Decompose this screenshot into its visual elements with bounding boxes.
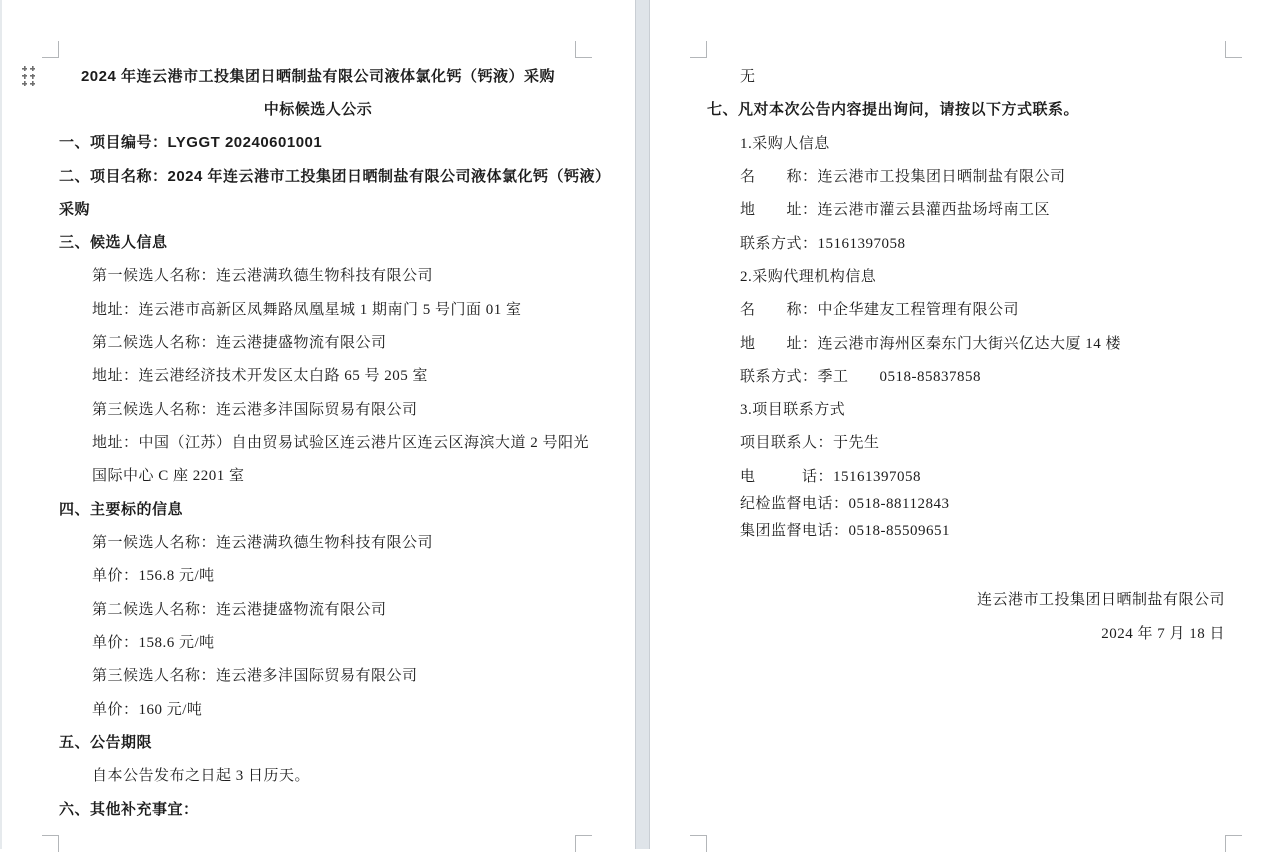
section-heading: 采购 <box>59 201 91 218</box>
text-line: 单价：158.6 元/吨 <box>92 635 215 651</box>
text-line: 第二候选人名称：连云港捷盛物流有限公司 <box>92 335 387 351</box>
text-line: 自本公告发布之日起 3 日历天。 <box>92 768 311 784</box>
document-page-2[interactable] <box>650 0 1285 849</box>
drag-handle-dot <box>22 66 27 71</box>
text-line: 地 址：连云港市灌云县灌西盐场埒南工区 <box>740 202 1051 218</box>
margin-crop-mark <box>42 41 59 58</box>
document-title-line: 2024 年连云港市工投集团日晒制盐有限公司液体氯化钙（钙液）采购 <box>80 68 556 85</box>
text-line: 第一候选人名称：连云港满玖德生物科技有限公司 <box>92 268 434 284</box>
text-line: 集团监督电话：0518-85509651 <box>740 523 950 539</box>
margin-crop-mark <box>42 835 59 852</box>
text-line: 名 称：连云港市工投集团日晒制盐有限公司 <box>740 169 1066 185</box>
text-line: 第二候选人名称：连云港捷盛物流有限公司 <box>92 602 387 618</box>
text-line: 纪检监督电话：0518-88112843 <box>740 496 950 512</box>
margin-crop-mark <box>575 41 592 58</box>
text-line: 2024 年 7 月 18 日 <box>1101 626 1225 642</box>
section-heading: 四、主要标的信息 <box>59 501 184 518</box>
text-line: 1.采购人信息 <box>740 136 830 152</box>
text-line: 地址：连云港市高新区凤舞路凤凰星城 1 期南门 5 号门面 01 室 <box>92 302 522 318</box>
section-heading: 一、项目编号：LYGGT 20240601001 <box>59 134 323 151</box>
text-line: 第三候选人名称：连云港多沣国际贸易有限公司 <box>92 668 418 684</box>
page-gutter <box>635 0 650 849</box>
text-line: 第一候选人名称：连云港满玖德生物科技有限公司 <box>92 535 434 551</box>
section-heading: 二、项目名称：2024 年连云港市工投集团日晒制盐有限公司液体氯化钙（钙液） <box>59 168 611 185</box>
drag-handle-dot <box>30 66 35 71</box>
drag-handle-dot <box>22 74 27 79</box>
text-line: 地 址：连云港市海州区秦东门大街兴亿达大厦 14 楼 <box>740 336 1122 352</box>
text-line: 联系方式：15161397058 <box>740 236 906 252</box>
text-line: 第三候选人名称：连云港多沣国际贸易有限公司 <box>92 402 418 418</box>
document-page-1[interactable] <box>2 0 635 849</box>
document-title-line: 中标候选人公示 <box>263 101 373 118</box>
text-line: 项目联系人：于先生 <box>740 435 880 451</box>
margin-crop-mark <box>1225 41 1242 58</box>
page-2-content <box>650 0 1285 849</box>
text-line: 名 称：中企华建友工程管理有限公司 <box>740 302 1020 318</box>
text-line: 电 话：15161397058 <box>740 469 922 485</box>
text-line: 无 <box>740 69 756 85</box>
text-line: 单价：160 元/吨 <box>92 702 203 718</box>
margin-crop-mark <box>1225 835 1242 852</box>
section-heading: 五、公告期限 <box>59 734 153 751</box>
drag-handle-icon[interactable] <box>22 66 36 87</box>
margin-crop-mark <box>690 835 707 852</box>
text-line: 地址：连云港经济技术开发区太白路 65 号 205 室 <box>92 368 429 384</box>
drag-handle-dot <box>22 81 27 86</box>
section-heading: 六、其他补充事宜： <box>59 801 199 818</box>
page-1-content <box>2 0 635 849</box>
section-heading: 七、凡对本次公告内容提出询问，请按以下方式联系。 <box>707 101 1080 118</box>
text-line: 2.采购代理机构信息 <box>740 269 877 285</box>
drag-handle-dot <box>30 81 35 86</box>
text-line: 3.项目联系方式 <box>740 402 846 418</box>
text-line: 国际中心 C 座 2201 室 <box>92 468 245 484</box>
drag-handle-dot <box>30 74 35 79</box>
margin-crop-mark <box>575 835 592 852</box>
text-line: 地址：中国（江苏）自由贸易试验区连云港片区连云区海滨大道 2 号阳光 <box>92 435 590 451</box>
section-heading: 三、候选人信息 <box>59 234 168 251</box>
text-line: 连云港市工投集团日晒制盐有限公司 <box>976 592 1225 608</box>
text-line: 联系方式：季工 0518-85837858 <box>740 369 981 385</box>
margin-crop-mark <box>690 41 707 58</box>
text-line: 单价：156.8 元/吨 <box>92 568 215 584</box>
